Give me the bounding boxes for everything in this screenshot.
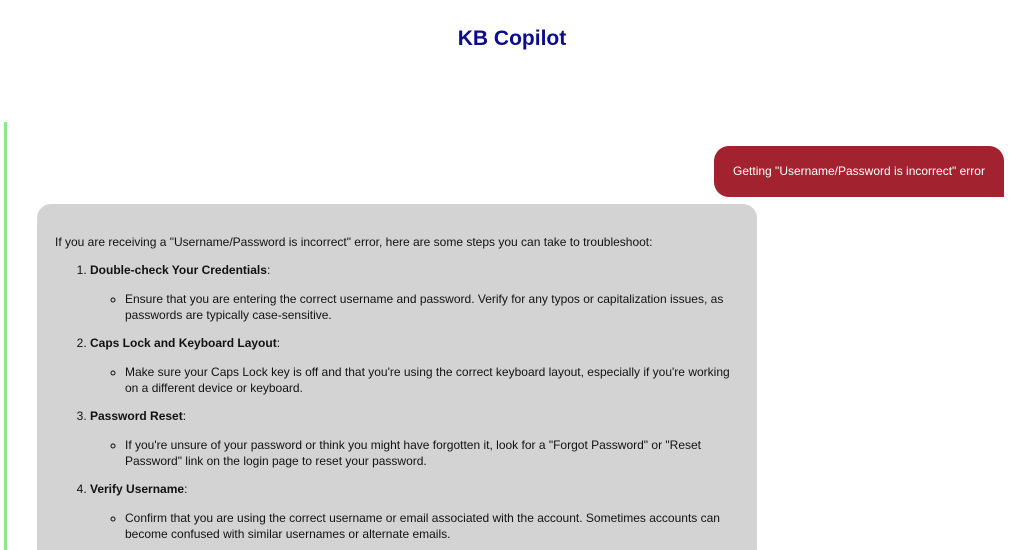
step-item xyxy=(90,408,739,469)
step-detail: ◦ Ensure that you are entering the correct username and password. Verify for any typos or capitalization issues, as passwords are typically case-sensitive. xyxy=(125,291,739,323)
app-title: KB Copilot xyxy=(457,27,567,50)
step-title: Double-check Your Credentials xyxy=(90,263,267,277)
step-item xyxy=(90,481,739,542)
chat-area[interactable] xyxy=(4,122,1024,550)
troubleshoot-steps-list xyxy=(55,262,739,542)
step-title: Verify Username xyxy=(90,482,185,496)
bot-message-bubble xyxy=(37,204,757,550)
bot-intro-text: If you are receiving a "Username/Password is incorrect" error, here are some steps you can take to troubleshoot: xyxy=(55,235,653,249)
step-item xyxy=(90,335,739,396)
step-title-suffix: : xyxy=(182,409,187,423)
step-detail: ◦ Make sure your Caps Lock key is off and that you're using the correct keyboard layout, especially if you're working on a different device or keyboard. xyxy=(125,364,739,396)
step-title: Password Reset xyxy=(90,409,183,423)
step-title-suffix: : xyxy=(266,263,271,277)
step-title: Caps Lock and Keyboard Layout xyxy=(90,336,277,350)
step-detail: ◦ Confirm that you are using the correct username or email associated with the account. Sometimes accounts can become confused with similar usernames or alternate emails. xyxy=(125,510,739,542)
step-title-suffix: : xyxy=(276,336,281,350)
step-title-suffix: : xyxy=(184,482,188,496)
user-message-bubble: Getting "Username/Password is incorrect" error xyxy=(714,146,1004,197)
step-detail: ◦ If you're unsure of your password or think you might have forgotten it, look for a "Forgot Password" or "Reset Password" link on the login page to reset your password. xyxy=(125,437,739,469)
step-item xyxy=(90,262,739,323)
